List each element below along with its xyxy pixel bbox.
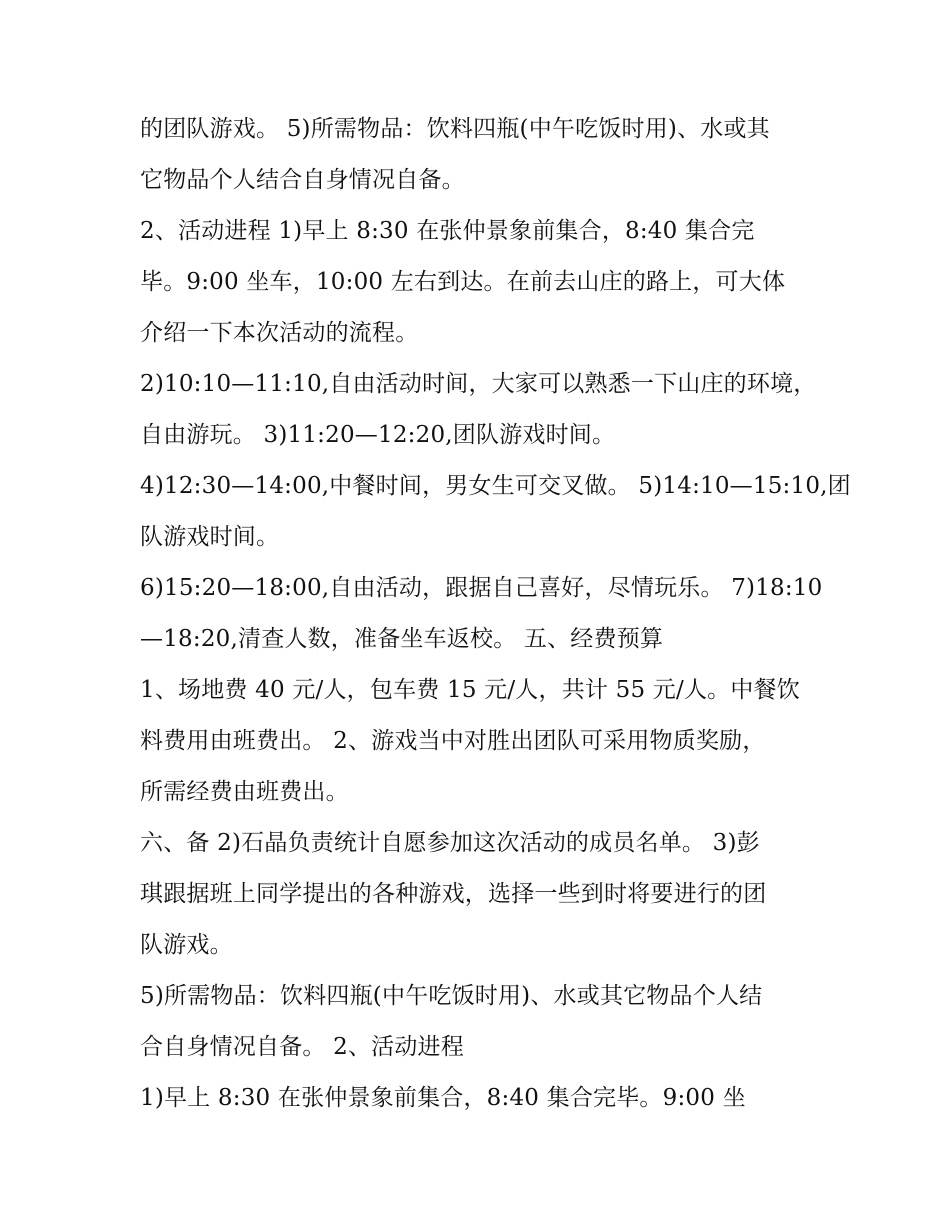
text-line-4: 毕。9:00 坐车，10:00 左右到达。在前去山庄的路上，可大体: [140, 269, 786, 295]
text-line-10: 6)15:20—18:00,自由活动，跟据自己喜好，尽情玩乐。 7)18:10: [140, 575, 823, 601]
text-line-14: 所需经费由班费出。: [140, 779, 349, 805]
text-line-16: 琪跟据班上同学提出的各种游戏，选择一些到时将要进行的团: [140, 881, 767, 907]
body-text: [140, 104, 851, 1124]
text-line-5: 介绍一下本次活动的流程。: [140, 320, 419, 346]
text-line-18: 5)所需物品：饮料四瓶(中午吃饭时用)、水或其它物品个人结: [140, 983, 763, 1009]
text-line-3: 2、活动进程 1)早上 8:30 在张仲景象前集合，8:40 集合完: [140, 218, 755, 244]
text-line-19: 合自身情况自备。 2、活动进程: [140, 1034, 464, 1060]
text-line-17: 队游戏。: [140, 932, 233, 958]
text-line-1: 的团队游戏。 5)所需物品：饮料四瓶(中午吃饭时用)、水或其: [140, 116, 770, 142]
text-line-11: —18:20,清查人数，准备坐车返校。 五、经费预算: [140, 626, 664, 652]
text-line-13: 料费用由班费出。 2、游戏当中对胜出团队可采用物质奖励，: [140, 728, 766, 754]
text-line-6: 2)10:10—11:10,自由活动时间，大家可以熟悉一下山庄的环境，: [140, 371, 817, 397]
text-line-7: 自由游玩。 3)11:20—12:20,团队游戏时间。: [140, 422, 616, 448]
text-line-20: 1)早上 8:30 在张仲景象前集合，8:40 集合完毕。9:00 坐: [140, 1085, 746, 1111]
text-line-2: 它物品个人结合自身情况自备。: [140, 167, 465, 193]
text-line-15: 六、备 2)石晶负责统计自愿参加这次活动的成员名单。 3)彭: [140, 830, 760, 856]
text-line-8: 4)12:30—14:00,中餐时间，男女生可交叉做。 5)14:10—15:10,团: [140, 473, 851, 499]
text-line-12: 1、场地费 40 元/人，包车费 15 元/人，共计 55 元/人。中餐饮: [140, 677, 800, 703]
text-line-9: 队游戏时间。: [140, 524, 280, 550]
